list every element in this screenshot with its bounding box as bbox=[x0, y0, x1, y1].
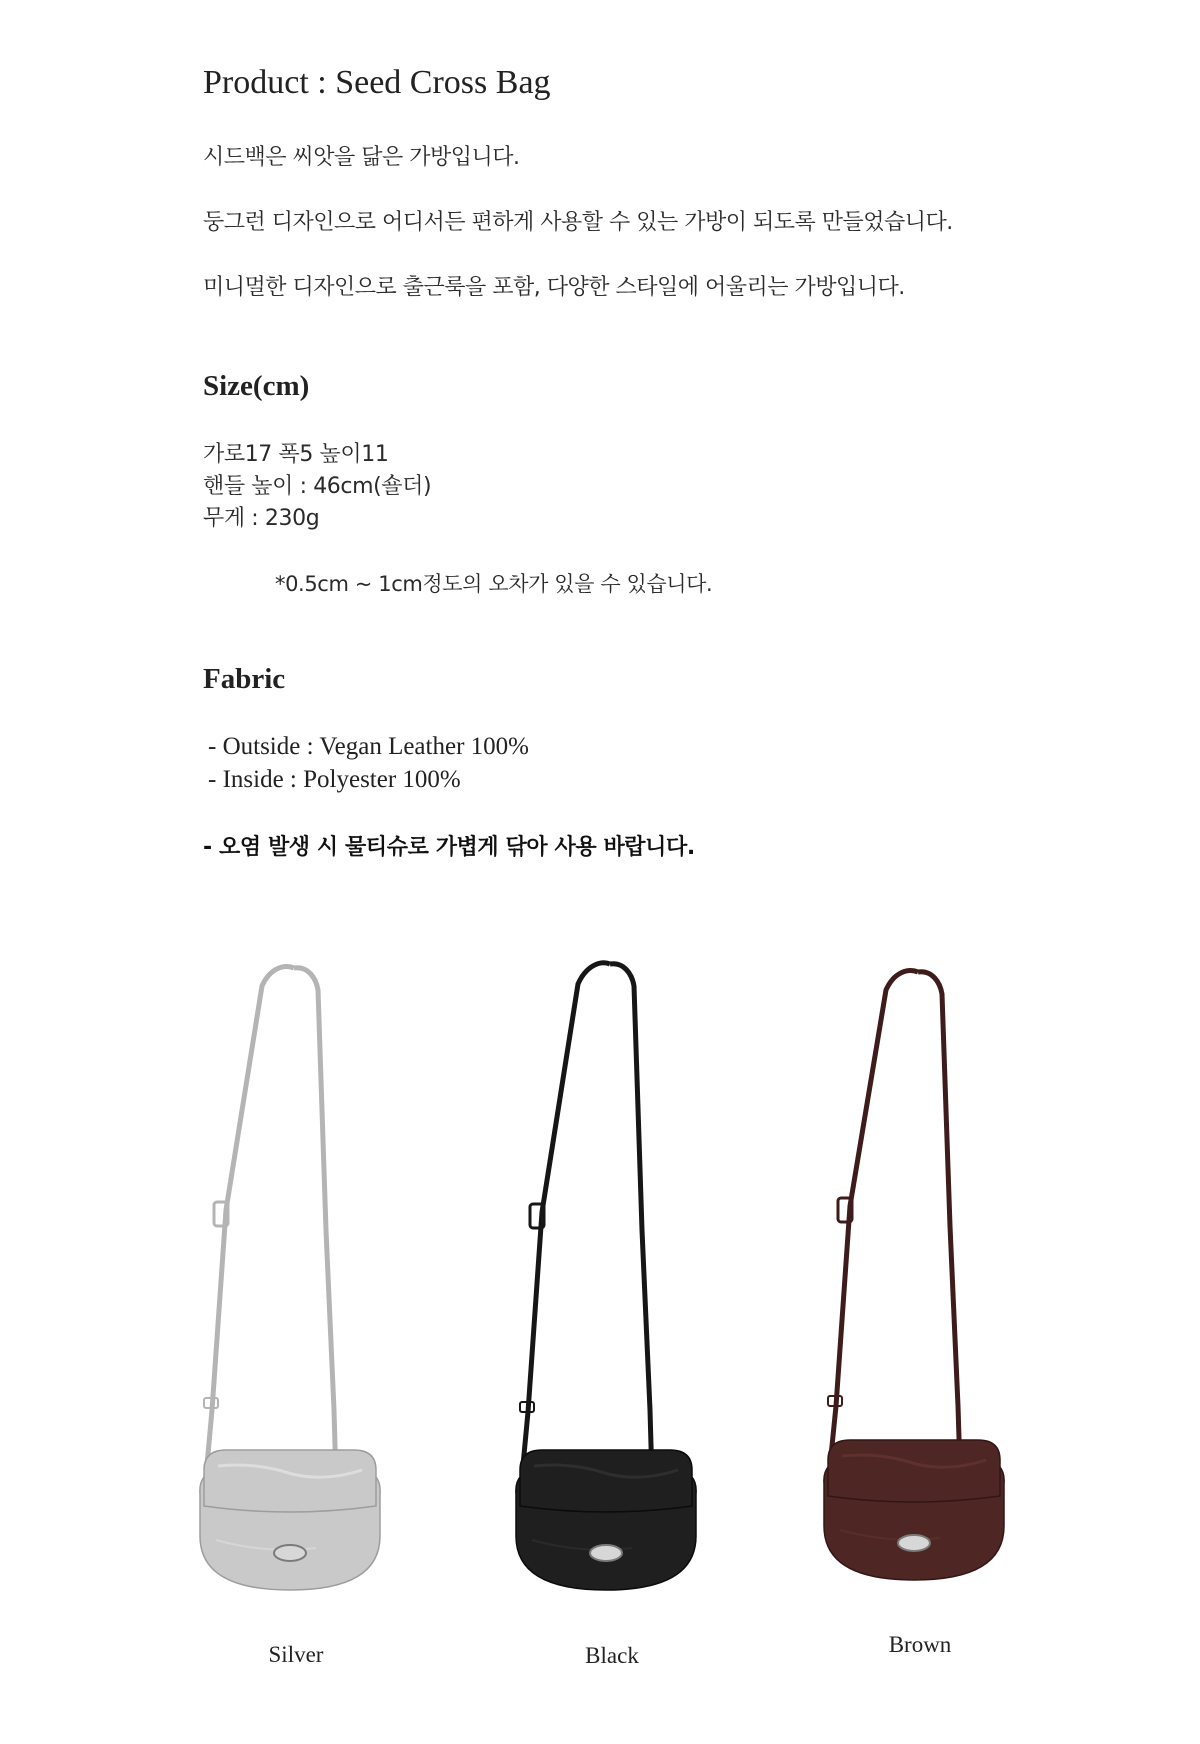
size-tolerance-note: *0.5cm ~ 1cm정도의 오차가 있을 수 있습니다. bbox=[275, 572, 713, 596]
weight: 무게 : 230g bbox=[203, 506, 320, 531]
size-dimensions: 가로17 폭5 높이11 bbox=[203, 442, 389, 467]
bag-black-illustration bbox=[482, 950, 742, 1640]
fabric-outside: - Outside : Vegan Leather 100% bbox=[208, 733, 529, 760]
handle-height: 핸들 높이 : 46cm(숄더) bbox=[203, 474, 432, 499]
bag-silver-illustration bbox=[166, 950, 426, 1640]
description-line: 미니멀한 디자인으로 출근룩을 포함, 다양한 스타일에 어울리는 가방입니다. bbox=[203, 275, 905, 300]
care-note: - 오염 발생 시 물티슈로 가볍게 닦아 사용 바랍니다. bbox=[203, 835, 695, 860]
description-line: 둥그런 디자인으로 어디서든 편하게 사용할 수 있는 가방이 되도록 만들었습니다. bbox=[203, 210, 953, 235]
color-label-black: Black bbox=[585, 1643, 639, 1668]
bag-brown bbox=[790, 950, 1050, 1670]
color-label-brown: Brown bbox=[888, 1632, 952, 1657]
bag-black bbox=[482, 950, 742, 1670]
description-line: 시드백은 씨앗을 닮은 가방입니다. bbox=[203, 145, 520, 170]
bag-brown-illustration bbox=[790, 950, 1050, 1640]
bag-silver bbox=[166, 950, 426, 1670]
page-title: Product : Seed Cross Bag bbox=[203, 64, 551, 101]
size-heading: Size(cm) bbox=[203, 370, 310, 402]
fabric-heading: Fabric bbox=[203, 663, 286, 695]
fabric-inside: - Inside : Polyester 100% bbox=[208, 766, 461, 793]
color-label-silver: Silver bbox=[268, 1642, 324, 1667]
